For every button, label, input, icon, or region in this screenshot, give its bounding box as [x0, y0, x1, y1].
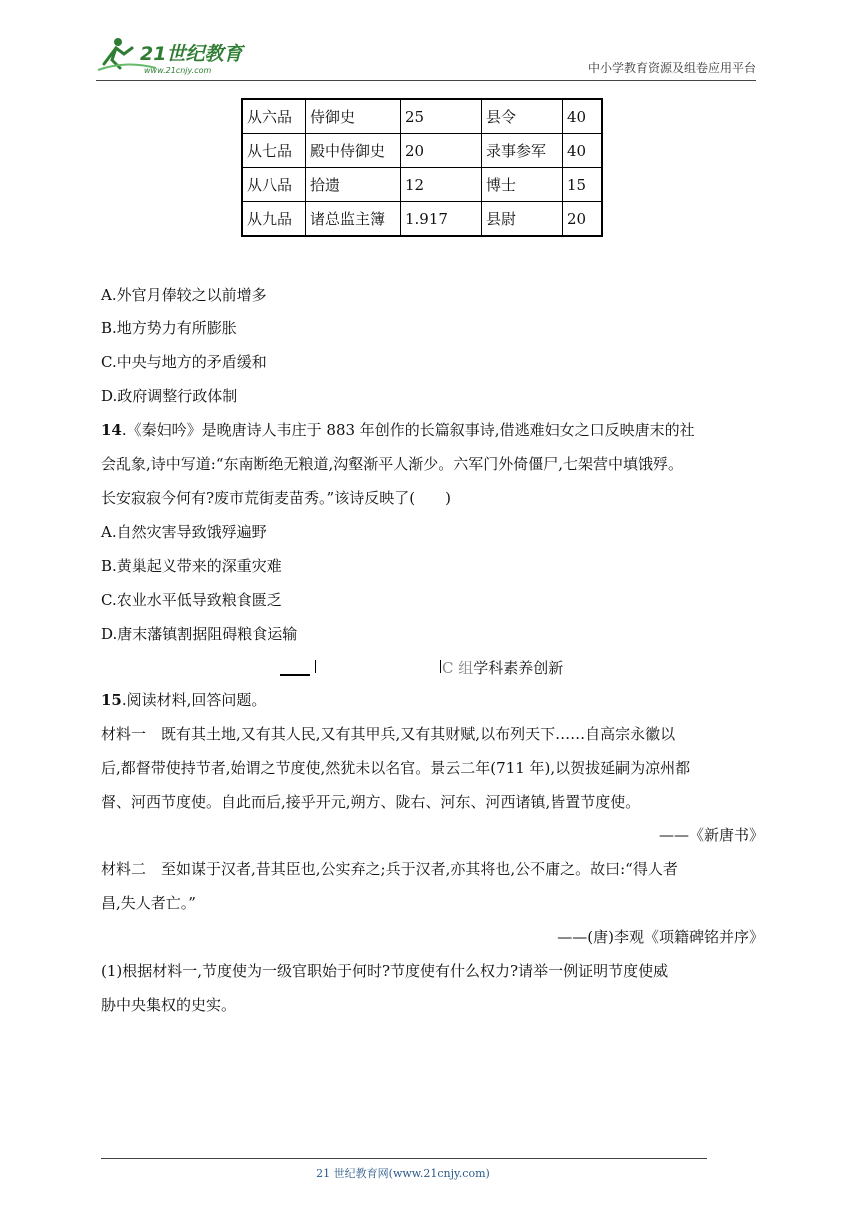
section-tick [315, 660, 316, 673]
table-cell: 40 [563, 99, 603, 134]
table-cell: 殿中侍御史 [306, 134, 401, 168]
table-cell: 从六品 [242, 99, 306, 134]
table-cell: 诸总监主簿 [306, 202, 401, 237]
q14-option-d: D.唐末藩镇割据阻碍粮食运输 [101, 625, 298, 643]
q14-line-1 [101, 420, 695, 440]
q14-option-b: B.黄巢起义带来的深重灾难 [101, 557, 282, 575]
q13-option-d: D.政府调整行政体制 [101, 387, 238, 405]
q15-material2-line-1: 材料二 至如谋于汉者,昔其臣也,公实弃之;兵于汉者,亦其将也,公不庸之。故曰:“得人者 [101, 860, 678, 878]
page-header [96, 34, 756, 81]
table-cell: 录事参军 [482, 134, 563, 168]
q15-material1-line-2: 后,都督带使持节者,始谓之节度使,然犹未以名官。景云二年(711 年),以贺拔延嗣为凉州都 [101, 759, 691, 777]
table-row [242, 134, 602, 168]
section-title-text: 学科素养创新 [473, 659, 564, 677]
q15-material1-line-3: 督、河西节度使。自此而后,接乎开元,朔方、陇右、河东、河西诸镇,皆置节度使。 [101, 793, 641, 811]
q14-text: .《秦妇吟》是晚唐诗人韦庄于 883 年创作的长篇叙事诗,借逃难妇女之口反映唐末的社 [121, 421, 695, 439]
q15-source1: ——《新唐书》 [658, 826, 764, 844]
q14-option-a: A.自然灾害导致饿殍遍野 [101, 523, 267, 541]
q15-number: 15 [101, 691, 122, 709]
table-cell: 拾遗 [306, 168, 401, 202]
q15-intro: .阅读材料,回答问题。 [121, 691, 267, 709]
table-cell: 12 [401, 168, 482, 202]
q13-option-c: C.中央与地方的矛盾缓和 [101, 353, 267, 371]
section-heading [280, 656, 600, 678]
q15-sub1-line-2: 胁中央集权的史实。 [101, 996, 237, 1014]
section-title [442, 657, 563, 678]
table-cell: 侍御史 [306, 99, 401, 134]
section-tick [440, 660, 441, 673]
footer-text: 21 世纪教育网(www.21cnjy.com) [316, 1167, 490, 1180]
table-row [242, 99, 602, 134]
section-group: C 组 [442, 659, 474, 677]
table-cell: 25 [401, 99, 482, 134]
logo-text: 21世纪教育 [140, 43, 243, 65]
q14-option-c: C.农业水平低导致粮食匮乏 [101, 591, 282, 609]
q15-material2-line-2: 昌,失人者亡。” [101, 894, 196, 912]
table-cell: 15 [563, 168, 603, 202]
site-logo [96, 34, 266, 78]
header-platform-text: 中小学教育资源及组卷应用平台 [587, 61, 756, 75]
q13-option-a: A.外官月俸较之以前增多 [101, 286, 267, 304]
q14-line-3: 长安寂寂今何有?废市荒街麦苗秀。”该诗反映了( ) [101, 489, 451, 507]
q15-material1-line-1: 材料一 既有其土地,又有其人民,又有其甲兵,又有其财赋,以布列天下……自高宗永徽以 [101, 725, 676, 743]
logo-url: www.21cnjy.com [144, 66, 212, 75]
table-cell: 县令 [482, 99, 563, 134]
table-cell: 博士 [482, 168, 563, 202]
table-cell: 从七品 [242, 134, 306, 168]
table-row [242, 168, 602, 202]
table-cell: 40 [563, 134, 603, 168]
table-cell: 从九品 [242, 202, 306, 237]
footer-rule [101, 1158, 707, 1159]
table-cell: 1.917 [401, 202, 482, 237]
table-cell: 20 [563, 202, 603, 237]
q13-option-b: B.地方势力有所膨胀 [101, 319, 237, 337]
q14-number: 14 [101, 421, 122, 439]
table-cell: 县尉 [482, 202, 563, 237]
table-cell: 从八品 [242, 168, 306, 202]
table-row [242, 202, 602, 237]
salary-table [241, 98, 603, 237]
q15-sub1-line-1: (1)根据材料一,节度使为一级官职始于何时?节度使有什么权力?请举一例证明节度使威 [101, 962, 669, 980]
q14-line-2: 会乱象,诗中写道:“东南断绝无粮道,沟壑渐平人渐少。六军门外倚僵尸,七架营中填饿殍。 [101, 455, 684, 473]
section-dash [280, 674, 310, 676]
table-cell: 20 [401, 134, 482, 168]
q15-intro-line [101, 690, 266, 710]
q15-source2: ——(唐)李观《项籍碑铭并序》 [557, 928, 764, 946]
